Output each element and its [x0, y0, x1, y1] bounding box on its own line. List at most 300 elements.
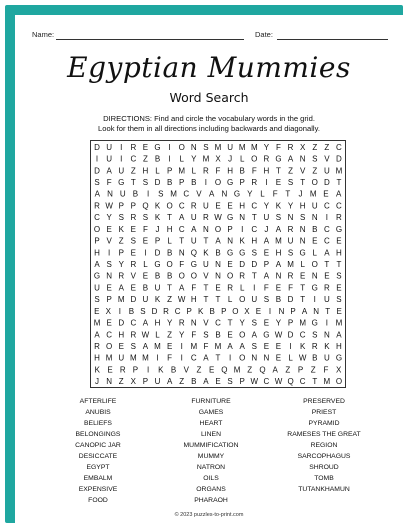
grid-letter[interactable]: M [190, 342, 198, 351]
grid-letter[interactable]: E [107, 365, 113, 375]
grid-letter[interactable]: D [94, 142, 100, 152]
grid-letter[interactable]: I [325, 318, 328, 328]
grid-letter[interactable]: N [323, 330, 330, 340]
grid-letter[interactable]: P [94, 236, 100, 246]
grid-letter[interactable]: E [312, 236, 318, 246]
grid-letter[interactable]: Z [167, 295, 173, 305]
grid-letter[interactable]: E [275, 283, 282, 293]
grid-letter[interactable]: S [251, 248, 257, 258]
grid-letter[interactable]: S [203, 142, 209, 152]
grid-letter[interactable]: A [118, 283, 124, 293]
grid-letter[interactable]: B [215, 330, 221, 340]
grid-letter[interactable]: A [142, 318, 149, 328]
grid-letter[interactable]: U [118, 353, 125, 363]
grid-letter[interactable]: M [335, 318, 343, 328]
grid-letter[interactable]: O [166, 260, 173, 269]
grid-letter[interactable]: N [311, 213, 318, 223]
grid-letter[interactable]: H [166, 224, 173, 234]
grid-letter[interactable]: R [203, 213, 209, 223]
grid-letter[interactable]: N [251, 353, 258, 363]
grid-letter[interactable]: S [142, 213, 149, 223]
grid-letter[interactable]: Z [247, 365, 253, 375]
grid-letter[interactable]: G [311, 318, 318, 328]
grid-letter[interactable]: U [323, 295, 330, 305]
grid-letter[interactable]: Y [191, 154, 197, 164]
grid-letter[interactable]: K [154, 201, 161, 211]
grid-letter[interactable]: V [106, 236, 112, 246]
grid-letter[interactable]: U [323, 166, 330, 176]
grid-letter[interactable]: Q [221, 365, 228, 375]
grid-letter[interactable]: P [106, 295, 112, 305]
grid-letter[interactable]: T [167, 213, 173, 223]
grid-letter[interactable]: Q [259, 365, 266, 375]
grid-letter[interactable]: N [287, 213, 294, 223]
grid-letter[interactable]: E [130, 224, 137, 234]
grid-letter[interactable]: O [93, 224, 101, 234]
grid-letter[interactable]: U [203, 201, 209, 211]
grid-letter[interactable]: G [226, 248, 234, 258]
grid-letter[interactable]: E [94, 306, 100, 316]
grid-letter[interactable]: E [299, 271, 306, 281]
grid-letter[interactable]: K [158, 365, 164, 375]
grid-letter[interactable]: P [118, 201, 124, 211]
grid-letter[interactable]: A [208, 189, 215, 199]
grid-letter[interactable]: W [141, 330, 150, 340]
grid-letter[interactable]: S [118, 213, 124, 223]
grid-letter[interactable]: E [263, 318, 270, 328]
grid-letter[interactable]: S [140, 306, 146, 316]
grid-letter[interactable]: W [298, 353, 307, 363]
grid-letter[interactable]: K [118, 224, 124, 234]
grid-letter[interactable]: B [191, 178, 197, 187]
grid-letter[interactable]: A [272, 365, 278, 375]
grid-letter[interactable]: M [170, 189, 177, 199]
grid-letter[interactable]: C [130, 154, 137, 164]
grid-letter[interactable]: T [215, 353, 221, 363]
grid-letter[interactable]: N [221, 189, 228, 199]
grid-letter[interactable]: A [179, 283, 185, 293]
grid-letter[interactable]: C [130, 318, 137, 328]
grid-letter[interactable]: N [178, 248, 185, 258]
grid-letter[interactable]: E [227, 330, 233, 340]
grid-letter[interactable]: M [335, 166, 343, 176]
grid-letter[interactable]: E [215, 283, 221, 293]
grid-letter[interactable]: G [154, 260, 161, 269]
grid-letter[interactable]: K [299, 342, 306, 351]
grid-letter[interactable]: H [251, 236, 258, 246]
grid-letter[interactable]: D [130, 295, 137, 305]
grid-letter[interactable]: B [166, 178, 173, 187]
grid-letter[interactable]: T [130, 178, 136, 187]
grid-letter[interactable]: T [300, 295, 306, 305]
grid-letter[interactable]: L [300, 260, 305, 269]
grid-letter[interactable]: Z [312, 166, 318, 176]
grid-letter[interactable]: X [130, 377, 137, 387]
grid-letter[interactable]: B [215, 248, 221, 258]
grid-letter[interactable]: C [336, 142, 342, 152]
grid-letter[interactable]: S [130, 342, 137, 351]
grid-letter[interactable]: Y [118, 260, 124, 269]
grid-letter[interactable]: T [203, 283, 209, 293]
grid-letter[interactable]: E [227, 201, 233, 211]
grid-letter[interactable]: T [324, 260, 330, 269]
grid-letter[interactable]: E [336, 306, 342, 316]
grid-letter[interactable]: L [155, 166, 160, 176]
grid-letter[interactable]: R [178, 318, 185, 328]
grid-letter[interactable]: S [336, 271, 342, 281]
grid-letter[interactable]: C [336, 201, 342, 211]
grid-letter[interactable]: O [239, 295, 246, 305]
grid-letter[interactable]: T [203, 295, 209, 305]
grid-letter[interactable]: R [287, 271, 294, 281]
grid-letter[interactable]: P [154, 236, 161, 246]
grid-letter[interactable]: M [233, 365, 241, 375]
grid-letter[interactable]: E [263, 248, 270, 258]
grid-letter[interactable]: P [287, 318, 294, 328]
grid-letter[interactable]: J [264, 224, 269, 234]
grid-letter[interactable]: O [178, 142, 185, 152]
grid-letter[interactable]: Y [263, 142, 270, 152]
grid-letter[interactable]: A [301, 306, 308, 316]
grid-letter[interactable]: R [323, 283, 330, 293]
grid-letter[interactable]: N [203, 224, 209, 234]
grid-letter[interactable]: Z [118, 236, 124, 246]
grid-letter[interactable]: E [130, 283, 137, 293]
grid-letter[interactable]: J [95, 377, 100, 387]
grid-letter[interactable]: H [118, 330, 125, 340]
grid-letter[interactable]: C [251, 201, 258, 211]
grid-letter[interactable]: W [250, 377, 259, 387]
grid-letter[interactable]: M [299, 318, 307, 328]
grid-letter[interactable]: O [166, 201, 173, 211]
grid-letter[interactable]: E [142, 142, 149, 152]
grid-letter[interactable]: E [215, 201, 221, 211]
grid-letter[interactable]: E [106, 224, 112, 234]
grid-letter[interactable]: O [239, 330, 246, 340]
grid-letter[interactable]: S [227, 377, 233, 387]
grid-letter[interactable]: A [191, 224, 197, 234]
grid-letter[interactable]: R [130, 213, 137, 223]
grid-letter[interactable]: M [275, 236, 282, 246]
grid-letter[interactable]: D [239, 260, 246, 269]
grid-letter[interactable]: V [203, 271, 209, 281]
grid-letter[interactable]: F [251, 166, 257, 176]
grid-letter[interactable]: P [290, 306, 296, 316]
grid-letter[interactable]: K [203, 248, 209, 258]
grid-letter[interactable]: E [142, 271, 149, 281]
grid-letter[interactable]: L [191, 166, 197, 176]
grid-letter[interactable]: H [190, 295, 197, 305]
grid-letter[interactable]: L [288, 353, 293, 363]
grid-letter[interactable]: Y [106, 213, 112, 223]
grid-letter[interactable]: C [251, 224, 258, 234]
grid-letter[interactable]: D [336, 154, 342, 164]
grid-letter[interactable]: M [202, 154, 210, 164]
grid-letter[interactable]: E [106, 318, 112, 328]
grid-letter[interactable]: Z [288, 166, 294, 176]
grid-letter[interactable]: W [274, 377, 283, 387]
grid-letter[interactable]: N [190, 318, 197, 328]
grid-letter[interactable]: R [130, 330, 137, 340]
grid-letter[interactable]: T [336, 260, 342, 269]
grid-letter[interactable]: R [190, 201, 197, 211]
grid-letter[interactable]: T [203, 236, 209, 246]
grid-letter[interactable]: R [130, 142, 137, 152]
grid-letter[interactable]: I [120, 154, 123, 164]
grid-letter[interactable]: G [93, 271, 101, 281]
grid-letter[interactable]: I [118, 306, 121, 316]
grid-letter[interactable]: S [203, 330, 209, 340]
grid-letter[interactable]: E [130, 248, 137, 258]
grid-letter[interactable]: I [265, 178, 268, 187]
grid-letter[interactable]: Z [324, 142, 330, 152]
grid-letter[interactable]: N [190, 142, 197, 152]
grid-letter[interactable]: G [154, 142, 161, 152]
grid-letter[interactable]: D [323, 178, 330, 187]
grid-letter[interactable]: R [287, 224, 294, 234]
grid-letter[interactable]: A [263, 236, 270, 246]
grid-letter[interactable]: T [251, 271, 257, 281]
grid-letter[interactable]: M [238, 142, 246, 152]
grid-letter[interactable]: C [323, 201, 330, 211]
grid-letter[interactable]: D [154, 178, 161, 187]
grid-letter[interactable]: P [130, 201, 137, 211]
grid-letter[interactable]: P [221, 306, 227, 316]
grid-letter[interactable]: G [299, 248, 306, 258]
grid-letter[interactable]: S [142, 178, 149, 187]
grid-letter[interactable]: W [105, 201, 113, 211]
grid-letter[interactable]: W [214, 213, 222, 223]
grid-letter[interactable]: L [312, 248, 317, 258]
grid-letter[interactable]: V [130, 271, 137, 281]
grid-letter[interactable]: I [147, 365, 150, 375]
grid-letter[interactable]: I [180, 353, 183, 363]
grid-letter[interactable]: I [168, 154, 171, 164]
grid-letter[interactable]: H [263, 166, 270, 176]
grid-letter[interactable]: T [179, 236, 185, 246]
grid-letter[interactable]: L [155, 330, 160, 340]
grid-letter[interactable]: P [186, 306, 192, 316]
grid-letter[interactable]: C [299, 377, 306, 387]
grid-letter[interactable]: E [166, 342, 173, 351]
grid-letter[interactable]: T [336, 178, 342, 187]
grid-letter[interactable]: D [287, 295, 294, 305]
grid-letter[interactable]: Y [179, 330, 185, 340]
grid-letter[interactable]: A [203, 377, 209, 387]
grid-letter[interactable]: C [174, 306, 181, 316]
grid-letter[interactable]: X [299, 142, 306, 152]
grid-letter[interactable]: L [179, 154, 184, 164]
grid-letter[interactable]: A [227, 342, 233, 351]
grid-letter[interactable]: V [299, 166, 306, 176]
grid-letter[interactable]: B [275, 295, 282, 305]
grid-letter[interactable]: R [263, 154, 270, 164]
grid-letter[interactable]: A [215, 236, 221, 246]
grid-letter[interactable]: R [311, 342, 318, 351]
grid-letter[interactable]: P [227, 224, 233, 234]
grid-letter[interactable]: G [226, 178, 234, 187]
grid-letter[interactable]: C [178, 224, 185, 234]
grid-letter[interactable]: M [129, 353, 137, 363]
grid-letter[interactable]: S [312, 154, 318, 164]
grid-letter[interactable]: U [118, 166, 125, 176]
grid-letter[interactable]: H [142, 166, 149, 176]
name-field[interactable] [56, 39, 244, 40]
grid-letter[interactable]: Z [196, 365, 202, 375]
grid-letter[interactable]: V [203, 318, 209, 328]
grid-letter[interactable]: E [336, 283, 342, 293]
grid-letter[interactable]: R [118, 271, 125, 281]
grid-letter[interactable]: U [154, 377, 161, 387]
grid-letter[interactable]: U [119, 189, 126, 199]
grid-letter[interactable]: M [117, 295, 125, 305]
grid-letter[interactable]: B [142, 283, 149, 293]
grid-letter[interactable]: A [94, 189, 101, 199]
grid-letter[interactable]: Y [287, 201, 294, 211]
grid-letter[interactable]: U [263, 213, 270, 223]
grid-letter[interactable]: G [275, 154, 282, 164]
grid-letter[interactable]: U [227, 142, 233, 152]
grid-letter[interactable]: M [93, 318, 101, 328]
grid-letter[interactable]: Z [142, 154, 148, 164]
grid-letter[interactable]: E [263, 342, 270, 351]
grid-letter[interactable]: M [309, 189, 317, 199]
grid-letter[interactable]: P [263, 260, 270, 269]
grid-letter[interactable]: T [167, 283, 173, 293]
grid-letter[interactable]: F [179, 260, 185, 269]
grid-letter[interactable]: A [94, 330, 100, 340]
grid-letter[interactable]: U [311, 201, 318, 211]
grid-letter[interactable]: P [297, 365, 304, 375]
grid-letter[interactable]: B [128, 306, 135, 316]
grid-letter[interactable]: I [289, 342, 292, 351]
grid-letter[interactable]: R [94, 342, 100, 351]
grid-letter[interactable]: O [106, 342, 113, 351]
grid-letter[interactable]: R [203, 166, 209, 176]
grid-letter[interactable]: G [335, 353, 343, 363]
grid-letter[interactable]: F [263, 283, 269, 293]
grid-letter[interactable]: A [324, 248, 330, 258]
grid-letter[interactable]: B [312, 224, 318, 234]
grid-letter[interactable]: D [151, 306, 158, 316]
grid-letter[interactable]: O [190, 271, 197, 281]
grid-letter[interactable]: O [251, 154, 258, 164]
grid-letter[interactable]: C [323, 236, 330, 246]
grid-letter[interactable]: U [94, 283, 100, 293]
grid-letter[interactable]: A [106, 166, 112, 176]
grid-letter[interactable]: G [263, 330, 270, 340]
grid-letter[interactable]: P [142, 377, 149, 387]
grid-letter[interactable]: R [119, 365, 126, 375]
grid-letter[interactable]: S [299, 213, 306, 223]
grid-letter[interactable]: I [156, 353, 159, 363]
grid-letter[interactable]: E [215, 377, 221, 387]
grid-letter[interactable]: A [94, 260, 100, 269]
grid-letter[interactable]: F [215, 166, 221, 176]
grid-letter[interactable]: Z [118, 377, 124, 387]
grid-letter[interactable]: E [118, 342, 124, 351]
grid-letter[interactable]: E [142, 236, 149, 246]
grid-letter[interactable]: I [241, 224, 244, 234]
grid-letter[interactable]: F [142, 224, 148, 234]
grid-letter[interactable]: O [226, 271, 234, 281]
grid-letter[interactable]: N [313, 306, 320, 316]
grid-letter[interactable]: L [227, 295, 233, 305]
grid-letter[interactable]: B [239, 166, 245, 176]
grid-letter[interactable]: E [275, 342, 282, 351]
grid-letter[interactable]: E [227, 260, 233, 269]
grid-letter[interactable]: R [336, 213, 342, 223]
grid-letter[interactable]: Y [239, 318, 245, 328]
grid-letter[interactable]: H [275, 248, 282, 258]
grid-letter[interactable]: A [142, 342, 149, 351]
grid-letter[interactable]: I [144, 248, 147, 258]
grid-letter[interactable]: Q [142, 201, 149, 211]
grid-letter[interactable]: R [287, 142, 294, 152]
grid-letter[interactable]: M [105, 353, 113, 363]
grid-letter[interactable]: C [323, 224, 330, 234]
grid-letter[interactable]: P [132, 365, 139, 375]
grid-letter[interactable]: N [215, 271, 221, 281]
grid-letter[interactable]: Z [285, 365, 291, 375]
grid-letter[interactable]: N [107, 189, 113, 199]
grid-letter[interactable]: I [313, 295, 316, 305]
grid-letter[interactable]: U [106, 154, 113, 164]
grid-letter[interactable]: D [287, 330, 294, 340]
grid-letter[interactable]: B [209, 306, 215, 316]
grid-letter[interactable]: X [244, 306, 250, 316]
grid-letter[interactable]: S [336, 295, 342, 305]
grid-letter[interactable]: M [154, 342, 161, 351]
grid-letter[interactable]: N [311, 271, 318, 281]
grid-letter[interactable]: C [299, 330, 306, 340]
grid-letter[interactable]: T [215, 295, 221, 305]
grid-letter[interactable]: A [336, 330, 342, 340]
grid-letter[interactable]: S [130, 236, 137, 246]
grid-letter[interactable]: T [300, 283, 306, 293]
grid-letter[interactable]: U [190, 213, 197, 223]
grid-letter[interactable]: T [251, 213, 257, 223]
grid-letter[interactable]: U [203, 260, 209, 269]
grid-letter[interactable]: C [183, 189, 190, 199]
grid-letter[interactable]: I [268, 306, 272, 316]
grid-letter[interactable]: C [178, 201, 185, 211]
grid-letter[interactable]: C [106, 330, 113, 340]
grid-letter[interactable]: I [108, 248, 111, 258]
grid-letter[interactable]: M [178, 166, 186, 176]
grid-letter[interactable]: N [278, 306, 285, 316]
grid-letter[interactable]: Z [310, 365, 316, 375]
grid-letter[interactable]: Y [166, 318, 173, 328]
grid-letter[interactable]: A [179, 213, 185, 223]
grid-letter[interactable]: M [287, 260, 294, 269]
grid-letter[interactable]: N [106, 377, 113, 387]
grid-letter[interactable]: J [228, 154, 233, 164]
grid-letter[interactable]: L [239, 154, 245, 164]
grid-letter[interactable]: S [94, 295, 100, 305]
grid-letter[interactable]: N [215, 260, 221, 269]
grid-letter[interactable]: H [336, 342, 342, 351]
grid-letter[interactable]: P [239, 377, 245, 387]
grid-letter[interactable]: S [94, 178, 100, 187]
grid-letter[interactable]: A [275, 260, 282, 269]
grid-letter[interactable]: I [253, 283, 256, 293]
grid-letter[interactable]: F [272, 189, 278, 199]
grid-letter[interactable]: O [232, 306, 239, 316]
grid-letter[interactable]: G [118, 178, 125, 187]
grid-letter[interactable]: I [147, 189, 150, 199]
grid-letter[interactable]: O [311, 260, 318, 269]
